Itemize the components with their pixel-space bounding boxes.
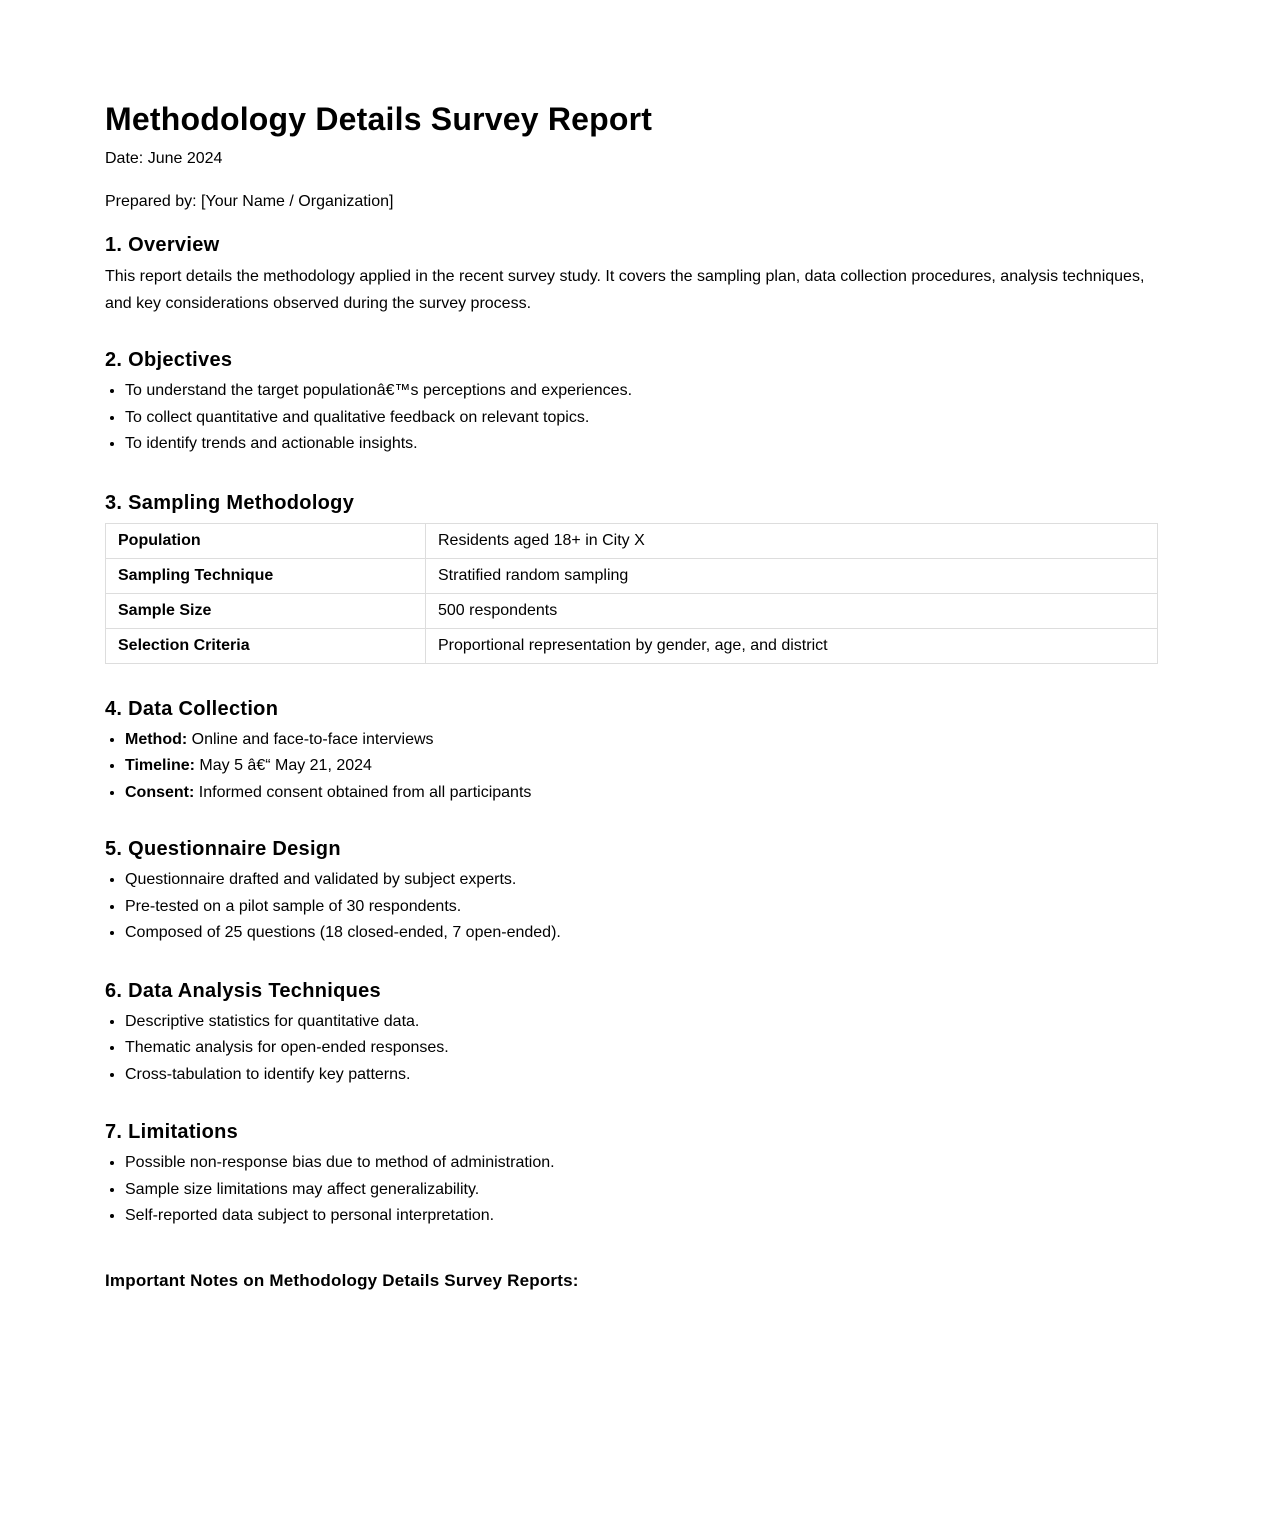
table-cell-label: Population xyxy=(106,523,426,558)
list-item: • Possible non-response bias due to method of administration. xyxy=(125,1150,1158,1177)
table-row xyxy=(106,558,1158,593)
limitations-heading: 7. Limitations xyxy=(105,1121,239,1143)
list-item: • Self-reported data subject to personal interpretation. xyxy=(125,1203,1158,1230)
notes-heading: Important Notes on Methodology Details Survey Reports: xyxy=(105,1270,579,1290)
sampling-table xyxy=(105,523,1158,664)
list-item xyxy=(125,727,1158,754)
table-cell-label: Selection Criteria xyxy=(106,628,426,663)
table-row xyxy=(106,593,1158,628)
table-cell-label: Sample Size xyxy=(106,593,426,628)
table-row xyxy=(106,523,1158,558)
list-item: • Descriptive statistics for quantitative data. xyxy=(125,1009,1158,1036)
questionnaire-list xyxy=(105,867,1158,947)
list-item: • Pre-tested on a pilot sample of 30 respondents. xyxy=(125,894,1158,921)
report-date: Date: June 2024 xyxy=(105,150,223,167)
list-item: • Composed of 25 questions (18 closed-ended, 7 open-ended). xyxy=(125,920,1158,947)
table-cell-value: Residents aged 18+ in City X xyxy=(426,523,1158,558)
objectives-heading: 2. Objectives xyxy=(105,349,233,371)
list-item: • Cross-tabulation to identify key patterns. xyxy=(125,1062,1158,1089)
item-text: Informed consent obtained from all participants xyxy=(194,783,532,801)
item-text: Online and face-to-face interviews xyxy=(187,730,434,748)
analysis-list xyxy=(105,1009,1158,1089)
item-label: Method: xyxy=(125,730,188,748)
data-collection-list xyxy=(105,727,1158,807)
analysis-heading: 6. Data Analysis Techniques xyxy=(105,979,381,1002)
list-item: • Sample size limitations may affect generalizability. xyxy=(125,1177,1158,1204)
limitations-list xyxy=(105,1150,1158,1230)
list-item: • To collect quantitative and qualitative feedback on relevant topics. xyxy=(125,405,1158,432)
questionnaire-heading: 5. Questionnaire Design xyxy=(105,838,341,860)
list-item: • To identify trends and actionable insights. xyxy=(125,431,1158,458)
list-item: • Thematic analysis for open-ended responses. xyxy=(125,1035,1158,1062)
table-cell-value: Stratified random sampling xyxy=(426,558,1158,593)
data-collection-heading: 4. Data Collection xyxy=(105,697,279,720)
table-row xyxy=(106,628,1158,663)
table-cell-value: Proportional representation by gender, age, and district xyxy=(426,628,1158,663)
objectives-list xyxy=(105,378,1158,458)
page-title: Methodology Details Survey Report xyxy=(105,101,653,137)
item-label: Timeline: xyxy=(125,757,195,774)
list-item xyxy=(125,753,1158,780)
overview-heading: 1. Overview xyxy=(105,234,220,256)
table-cell-value: 500 respondents xyxy=(426,593,1158,628)
item-text: May 5 â€“ May 21, 2024 xyxy=(194,757,372,774)
overview-text: This report details the methodology applied in the recent survey study. It covers the sampling plan, data collection procedures, analysis techniques, and key considerations observed during the survey process. xyxy=(105,268,1145,312)
list-item xyxy=(125,780,1158,807)
list-item: • Questionnaire drafted and validated by subject experts. xyxy=(125,867,1158,894)
list-item: • To understand the target populationâ€™s perceptions and experiences. xyxy=(125,378,1158,405)
item-label: Consent: xyxy=(125,783,195,801)
table-cell-label: Sampling Technique xyxy=(106,558,426,593)
sampling-heading: 3. Sampling Methodology xyxy=(105,491,355,514)
prepared-by: Prepared by: [Your Name / Organization] xyxy=(105,193,394,210)
